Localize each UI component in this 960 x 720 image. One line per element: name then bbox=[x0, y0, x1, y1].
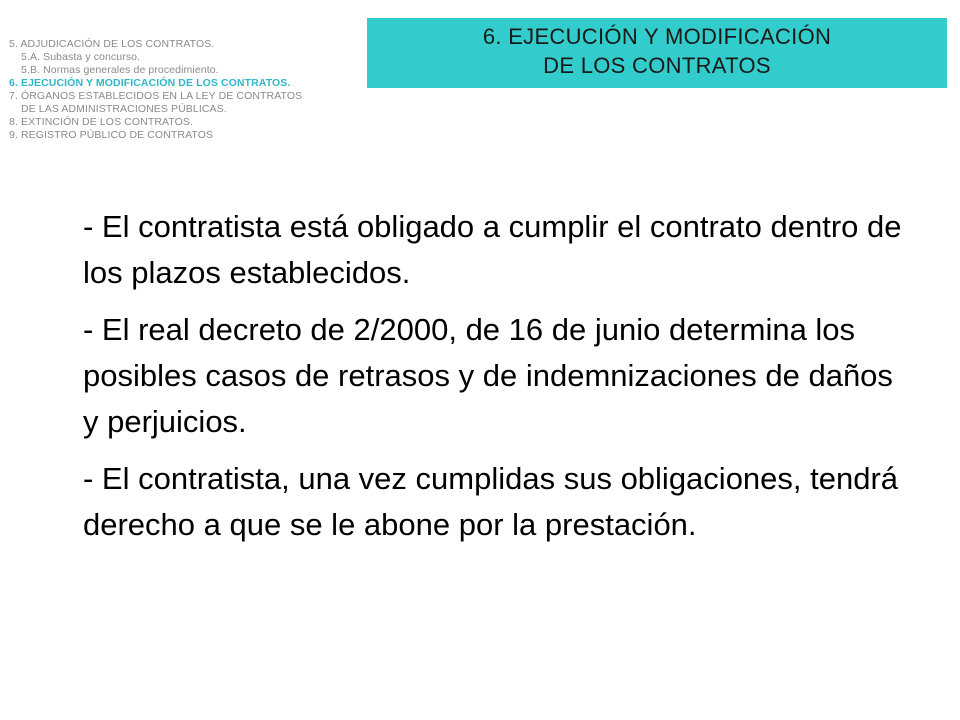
body-paragraph-1: - El contratista está obligado a cumplir el contrato dentro de los plazos establecidos. bbox=[83, 209, 902, 290]
nav-item-ejecucion-active: 6. EJECUCIÓN Y MODIFICACIÓN DE LOS CONTRATOS. bbox=[9, 77, 291, 89]
nav-item-extincion: 8. EXTINCIÓN DE LOS CONTRATOS. bbox=[9, 116, 194, 128]
body-paragraph-3: - El contratista, una vez cumplidas sus obligaciones, tendrá derecho a que se le abone por la prestación. bbox=[83, 461, 899, 542]
nav-item-normas: 5.B. Normas generales de procedimiento. bbox=[21, 64, 219, 76]
slide-title-line-1: 6. EJECUCIÓN Y MODIFICACIÓN bbox=[482, 24, 832, 49]
slide-body bbox=[83, 204, 903, 559]
nav-item-subasta: 5.A. Subasta y concurso. bbox=[21, 51, 141, 63]
section-outline-nav bbox=[9, 38, 302, 142]
nav-item-organos: 7. ÓRGANOS ESTABLECIDOS EN LA LEY DE CONTRATOS bbox=[9, 90, 303, 102]
slide-title-line-2: DE LOS CONTRATOS bbox=[543, 53, 771, 78]
slide-title-banner bbox=[367, 18, 947, 88]
nav-item-adjudicacion: 5. ADJUDICACIÓN DE LOS CONTRATOS. bbox=[9, 38, 215, 50]
nav-item-registro: 9. REGISTRO PÚBLICO DE CONTRATOS bbox=[9, 129, 214, 141]
nav-item-organos-cont: DE LAS ADMINISTRACIONES PÚBLICAS. bbox=[21, 103, 227, 115]
body-paragraph-2: - El real decreto de 2/2000, de 16 de junio determina los posibles casos de retrasos y de indemnizaciones de daños y perjuicios. bbox=[83, 312, 893, 439]
